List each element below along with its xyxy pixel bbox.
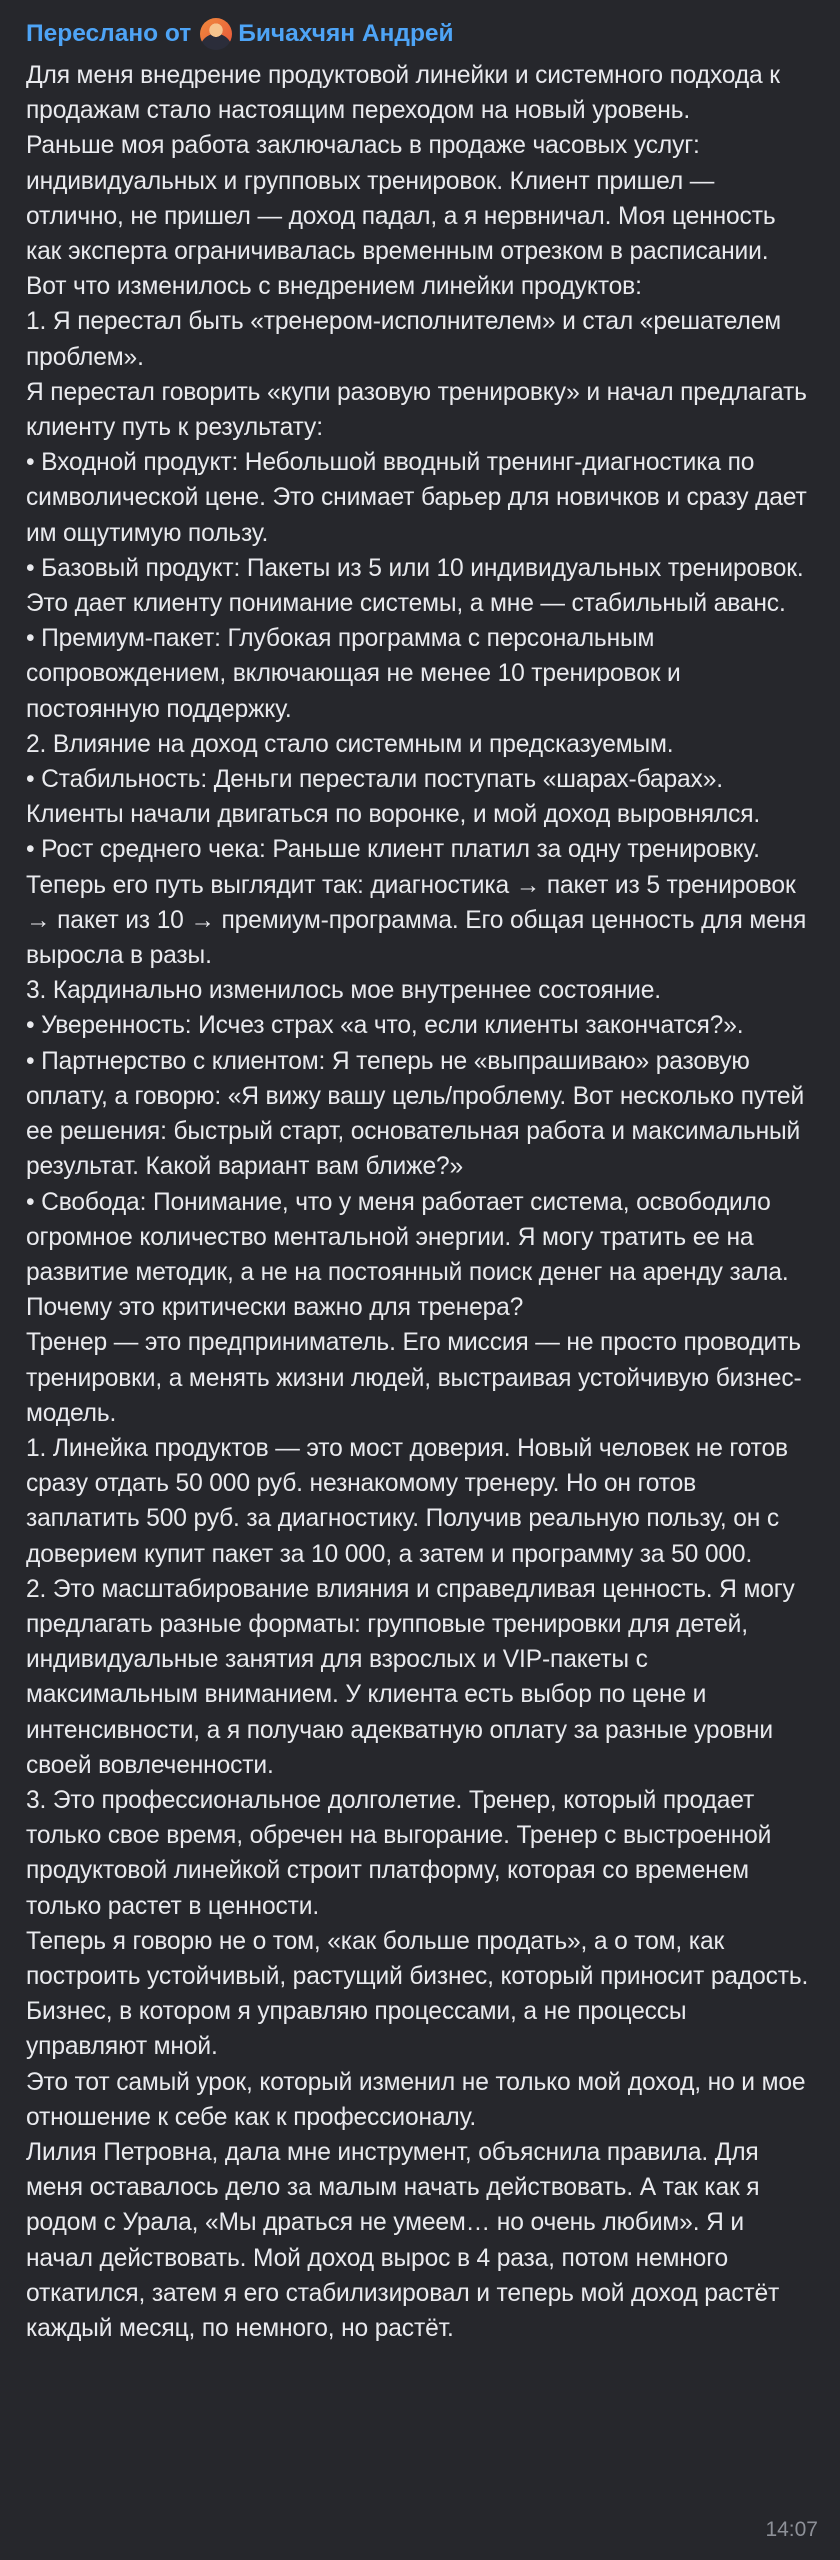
- message-paragraph: 3. Это профессиональное долголетие. Тренер, который продает только свое время, обречен на выгорание. Тренер с выстроенной продуктовой линейкой строит платформу, которая со временем только растет в ценности.: [26, 1786, 772, 1920]
- message-paragraph: • Уверенность: Исчез страх «а что, если клиенты закончатся?».: [26, 1012, 744, 1040]
- message-timestamp: 14:07: [765, 2518, 818, 2541]
- message-text: [26, 58, 814, 2346]
- message-paragraph: • Входной продукт: Небольшой вводный тренинг-диагностика по символической цене. Это снимает барьер для новичков и сразу дает им ощутимую пользу.: [26, 449, 807, 547]
- message-paragraph: • Премиум-пакет: Глубокая программа с персональным сопровождением, включающая не менее 10 тренировок и постоянную поддержку.: [26, 625, 681, 723]
- message-paragraph: Я перестал говорить «купи разовую тренировку» и начал предлагать клиенту путь к результату:: [26, 378, 807, 442]
- message-paragraph: 1. Линейка продуктов — это мост доверия. Новый человек не готов сразу отдать 50 000 руб. незнакомому тренеру. Но он готов заплатить 500 руб. за диагностику. Получив реальную пользу, он с доверием купит пакет за 10 000, а затем и программу за 50 000.: [26, 1434, 788, 1568]
- message-paragraph: • Партнерство с клиентом: Я теперь не «выпрашиваю» разовую оплату, а говорю: «Я вижу вашу цель/проблему. Вот несколько путей ее решения: быстрый старт, основательная работа и максимальный результат. Какой вариант вам ближе?»: [26, 1047, 805, 1181]
- message-paragraph: Теперь я говорю не о том, «как больше продать», а о том, как построить устойчивый, растущий бизнес, который приносит радость. Бизнес, в котором я управляю процессами, а не процессы управляют мной.: [26, 1927, 809, 2061]
- message-paragraph: Вот что изменилось с внедрением линейки продуктов:: [26, 273, 642, 301]
- forward-header[interactable]: [26, 14, 814, 54]
- author-avatar-icon[interactable]: [200, 18, 232, 50]
- message-paragraph: 2. Это масштабирование влияния и справедливая ценность. Я могу предлагать разные форматы: групповые тренировки для детей, индивидуальные занятия для взрослых и VIP-пакеты с максимальным вниманием. У клиента есть выбор по цене и интенсивности, а я получаю адекватную оплату за разные уровни своей вовлеченности.: [26, 1575, 795, 1779]
- message-paragraph: Почему это критически важно для тренера?: [26, 1294, 524, 1322]
- message-paragraph: • Рост среднего чека: Раньше клиент платил за одну тренировку. Теперь его путь выглядит так: диагностика → пакет из 5 тренировок → пакет из 10 → премиум-программа. Его общая ценность для меня выросла в разы.: [26, 836, 807, 970]
- forwarded-from-label: Переслано от: [26, 20, 192, 47]
- message-paragraph: 2. Влияние на доход стало системным и предсказуемым.: [26, 730, 674, 758]
- message-paragraph: • Стабильность: Деньги перестали поступать «шарах-барах». Клиенты начали двигаться по воронке, и мой доход выровнялся.: [26, 766, 761, 829]
- message-paragraph: Раньше моя работа заключалась в продаже часовых услуг: индивидуальных и групповых тренировок. Клиент пришел — отлично, не пришел — доход падал, а я нервничал. Моя ценность как эксперта ограничивалась временным отрезком в расписании.: [26, 132, 776, 266]
- message-paragraph: • Базовый продукт: Пакеты из 5 или 10 индивидуальных тренировок. Это дает клиенту понимание системы, а мне — стабильный аванс.: [26, 554, 804, 618]
- message-paragraph: Это тот самый урок, который изменил не только мой доход, но и мое отношение к себе как к профессионалу.: [26, 2068, 806, 2131]
- message-paragraph: 1. Я перестал быть «тренером-исполнителем» и стал «решателем проблем».: [26, 308, 781, 371]
- message-paragraph: Тренер — это предприниматель. Его миссия — не просто проводить тренировки, а менять жизни людей, выстраивая устойчивую бизнес-модель.: [26, 1329, 802, 1427]
- message-paragraph: 3. Кардинально изменилось мое внутреннее состояние.: [26, 977, 661, 1005]
- message-paragraph: • Свобода: Понимание, что у меня работает система, освободило огромное количество ментальной энергии. Я могу тратить ее на развитие методик, а не на постоянный поиск денег на аренду зала.: [26, 1188, 789, 1286]
- message-paragraph: Лилия Петровна, дала мне инструмент, объяснила правила. Для меня оставалось дело за малым начать действовать. А так как я родом с Урала, «Мы драться не умеем… но очень любим». Я и начал действовать. Мой доход вырос в 4 раза, потом немного откатился, затем я его стабилизировал и теперь мой доход растёт каждый месяц, по немного, но растёт.: [26, 2138, 780, 2342]
- author-name[interactable]: Бичахчян Андрей: [238, 20, 454, 47]
- message-paragraph: Для меня внедрение продуктовой линейки и системного подхода к продажам стало настоящим переходом на новый уровень.: [26, 62, 780, 125]
